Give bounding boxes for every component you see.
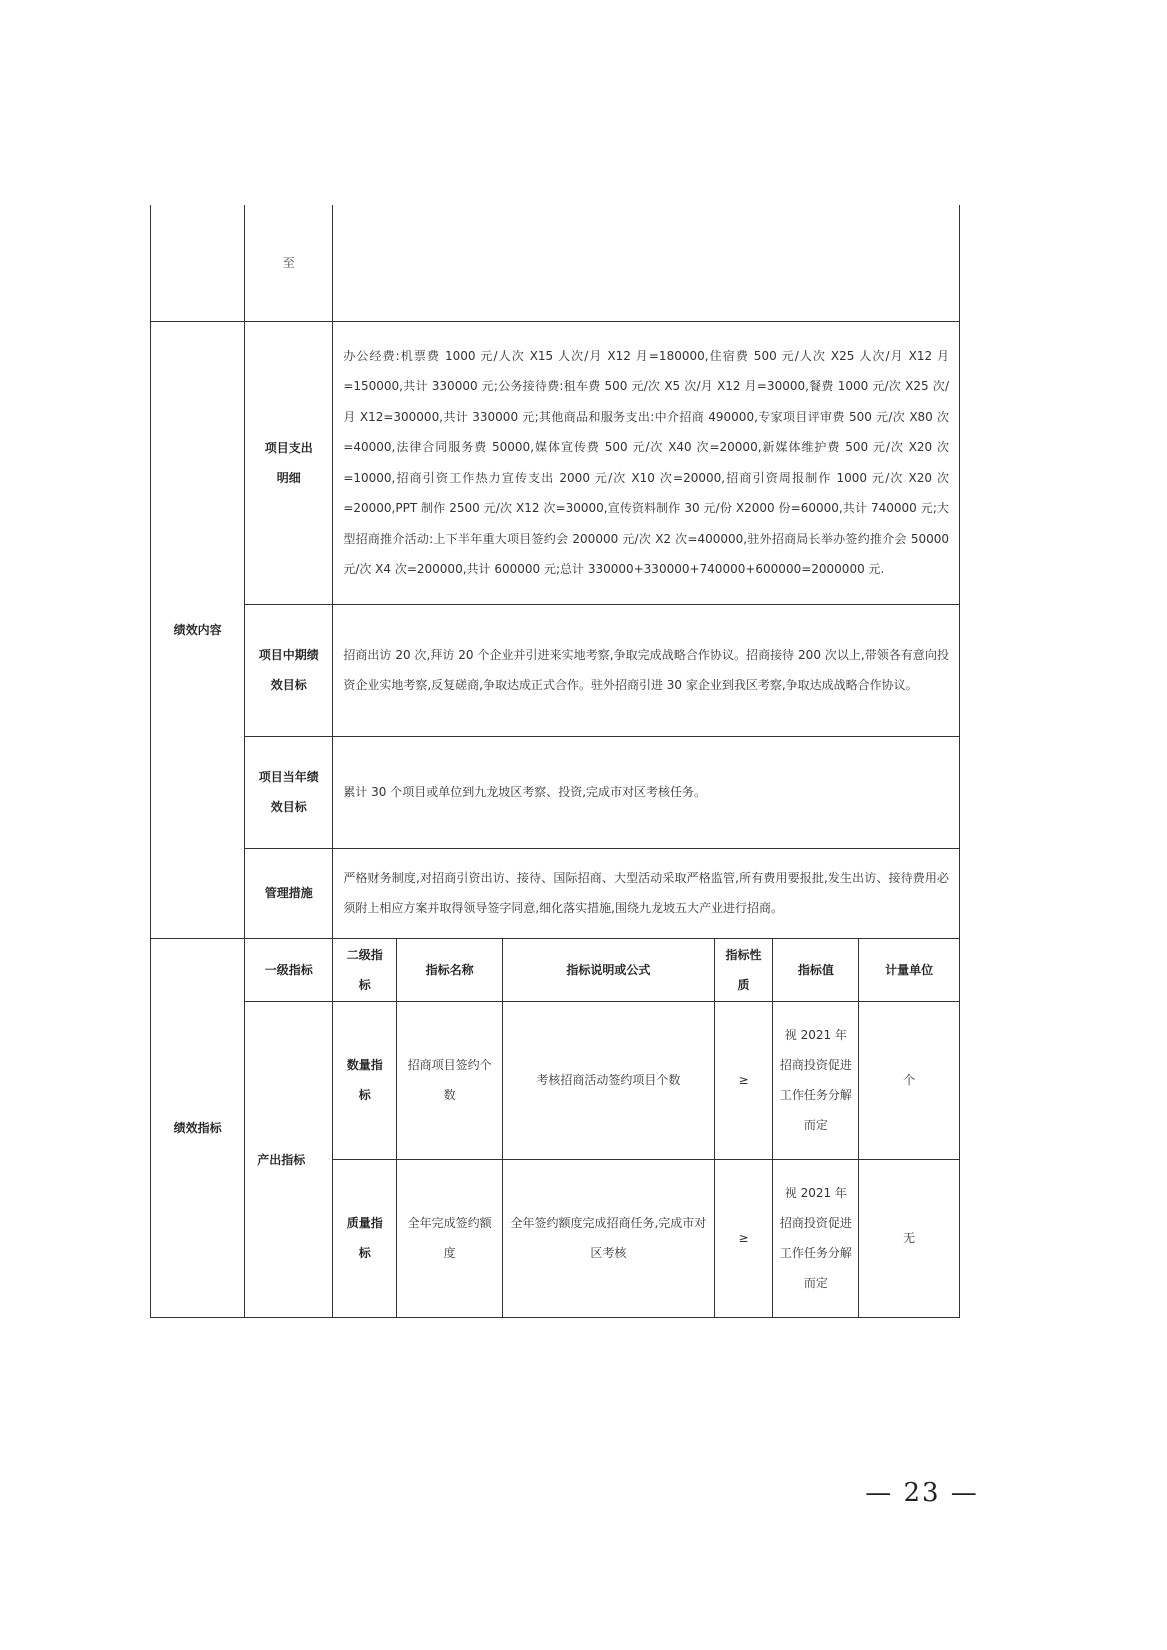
quantity-level2: 数量指标 (333, 1001, 397, 1159)
continuation-row (151, 205, 960, 321)
quality-name: 全年完成签约额度 (397, 1159, 503, 1317)
content-row-midterm (151, 604, 960, 736)
quantity-value: 视 2021 年招商投资促进工作任务分解而定 (773, 1001, 859, 1159)
annual-goal-label: 项目当年绩效目标 (245, 736, 333, 848)
continuation-empty-cell (151, 205, 245, 321)
content-section-label: 绩效内容 (151, 321, 245, 938)
quality-level2: 质量指标 (333, 1159, 397, 1317)
quantity-name: 招商项目签约个数 (397, 1001, 503, 1159)
expense-detail-text: 办公经费:机票费 1000 元/人次 X15 人次/月 X12 月=180000,住宿费 500 元/人次 X25 人次/月 X12 月=150000,共计 330000 元;公务接待费:租车费 500 元/次 X5 次/月 X12 月=30000,餐费 1000 元/次 X25 次/月 X12=300000,共计 330000 元;其他商品和服务支出:中介招商 490000,专家项目评审费 500 元/次 X80 次=40000,法律合同服务费 50000,媒体宣传费 500 元/次 X40 次=20000,新媒体维护费 500 元/次 X20 次=10000,招商引资工作热力宣传支出 2000 元/次 X10 次=20000,招商引资周报制作 1000 元/次 X20 次=20000,PPT 制作 2500 元/次 X12 次=30000,宣传资料制作 30 元/份 X2000 份=60000,共计 740000 元;大型招商推介活动:上下半年重大项目签约会 200000 元/次 X2 次=400000,驻外招商局长举办签约推介会 50000 元/次 X4 次=200000,共计 600000 元;总计 330000+330000+740000+600000=2000000 元. (333, 321, 960, 604)
continuation-content-cell (333, 205, 960, 321)
continuation-sub-label: 至 (245, 205, 333, 321)
quality-unit: 无 (859, 1159, 960, 1317)
quality-desc: 全年签约额度完成招商任务,完成市对区考核 (503, 1159, 715, 1317)
midterm-goal-label: 项目中期绩效目标 (245, 604, 333, 736)
level1-output-label: 产出指标 (245, 1001, 333, 1317)
quantity-nature: ≥ (714, 1001, 773, 1159)
quantity-unit: 个 (859, 1001, 960, 1159)
quantity-desc: 考核招商活动签约项目个数 (503, 1001, 715, 1159)
midterm-goal-text: 招商出访 20 次,拜访 20 个企业并引进来实地考察,争取完成战略合作协议。招商接待 200 次以上,带领各有意向投资企业实地考察,反复磋商,争取达成正式合作。驻外招商引进 30 家企业到我区考察,争取达成战略合作协议。 (333, 604, 960, 736)
header-level2: 二级指标 (333, 938, 397, 1001)
quality-nature: ≥ (714, 1159, 773, 1317)
page-number: — 23 — (865, 1478, 979, 1508)
header-nature: 指标性质 (714, 938, 773, 1001)
header-unit: 计量单位 (859, 938, 960, 1001)
indicator-header-row (151, 938, 960, 1001)
header-name: 指标名称 (397, 938, 503, 1001)
measures-text: 严格财务制度,对招商引资出访、接待、国际招商、大型活动采取严格监管,所有费用要报批,发生出访、接待费用必须附上相应方案并取得领导签字同意,细化落实措施,围绕九龙坡五大产业进行招商。 (333, 848, 960, 938)
quality-value: 视 2021 年招商投资促进工作任务分解而定 (773, 1159, 859, 1317)
expense-detail-label: 项目支出明细 (245, 321, 333, 604)
content-row-annual (151, 736, 960, 848)
header-desc: 指标说明或公式 (503, 938, 715, 1001)
measures-label: 管理措施 (245, 848, 333, 938)
header-level1: 一级指标 (245, 938, 333, 1001)
indicator-section-label: 绩效指标 (151, 938, 245, 1317)
annual-goal-text: 累计 30 个项目或单位到九龙坡区考察、投资,完成市对区考核任务。 (333, 736, 960, 848)
performance-table (150, 205, 960, 1318)
header-value: 指标值 (773, 938, 859, 1001)
content-row-expense (151, 321, 960, 604)
content-row-measures (151, 848, 960, 938)
indicator-row-quantity (151, 1001, 960, 1159)
